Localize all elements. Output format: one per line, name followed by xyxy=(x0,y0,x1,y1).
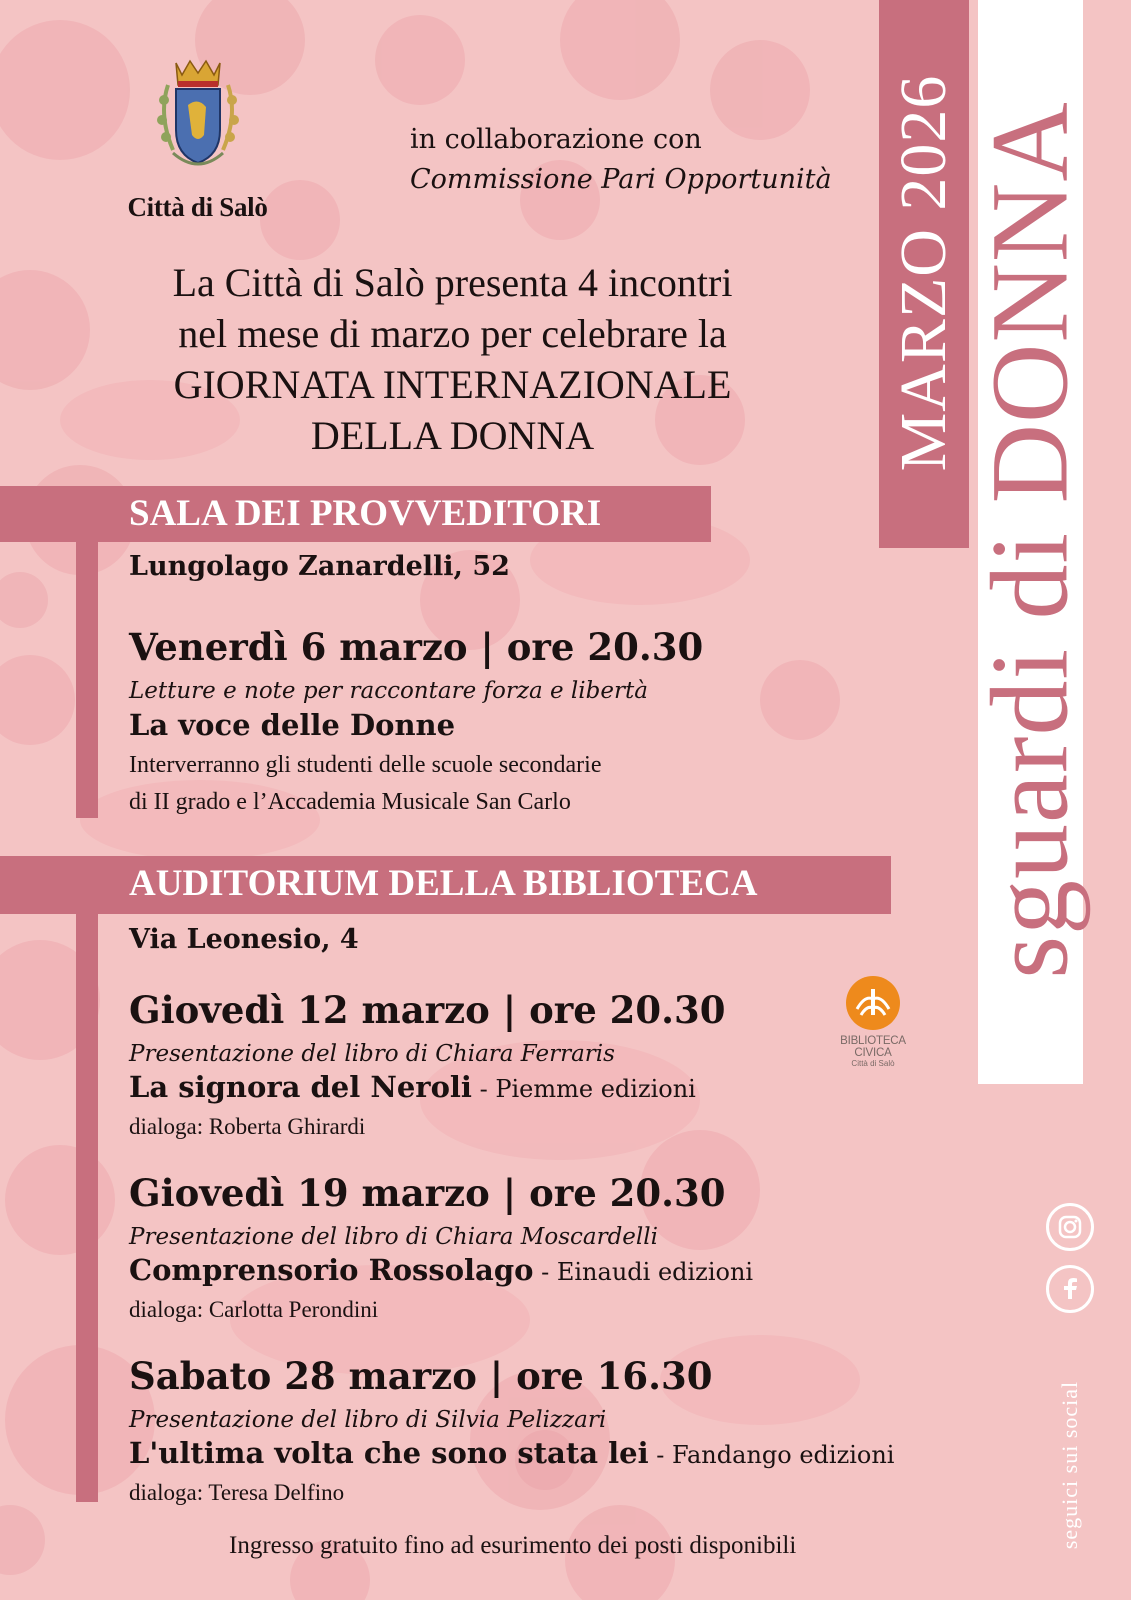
book-title: La signora del Neroli xyxy=(129,1070,472,1104)
event-date: Giovedì 19 marzo | ore 20.30 xyxy=(129,1171,726,1215)
event-date: Giovedì 12 marzo | ore 20.30 xyxy=(129,988,726,1032)
library-logo xyxy=(823,975,923,1068)
month-banner xyxy=(879,0,969,548)
intro-line-4: DELLA DONNA xyxy=(310,413,595,458)
venue-title-1: SALA DEI PROVVEDITORI xyxy=(129,493,602,534)
intro-line-3: GIORNATA INTERNAZIONALE xyxy=(173,362,732,407)
event-subtitle: Presentazione del libro di Chiara Moscardelli xyxy=(129,1224,658,1250)
venue-bar-1 xyxy=(0,486,711,542)
book-title: Comprensorio Rossolago xyxy=(129,1253,534,1287)
city-name: Città di Salò xyxy=(127,192,268,222)
month-label: MARZO 2026 xyxy=(887,74,960,472)
intro-line-2: nel mese di marzo per celebrare la xyxy=(178,311,727,356)
title-banner xyxy=(968,0,1091,1084)
collab-line-1: in collaborazione con xyxy=(410,124,702,155)
collab-line-2: Commissione Pari Opportunità xyxy=(410,164,832,195)
event-description-line-2: di II grado e l’Accademia Musicale San Carlo xyxy=(129,789,571,815)
book-publisher: - Fandango edizioni xyxy=(648,1441,895,1469)
library-subtitle: Città di Salò xyxy=(851,1059,895,1068)
event-book xyxy=(129,1436,894,1470)
venue-line-1 xyxy=(76,540,98,818)
venue-title-2: AUDITORIUM DELLA BIBLIOTECA xyxy=(129,863,758,904)
event-subtitle: Presentazione del libro di Silvia Pelizzari xyxy=(129,1407,607,1433)
venue-address-2: Via Leonesio, 4 xyxy=(129,924,359,955)
event-description xyxy=(129,747,602,821)
instagram-icon[interactable] xyxy=(1046,1203,1094,1251)
city-crest-icon xyxy=(138,55,258,190)
event-book xyxy=(129,1070,696,1104)
intro-line-1: La Città di Salò presenta 4 incontri xyxy=(172,260,733,305)
event-description-line-1: Interverranno gli studenti delle scuole secondarie xyxy=(129,752,602,778)
library-book-icon xyxy=(843,975,903,1031)
library-name: BIBLIOTECA CIVICA xyxy=(840,1035,906,1059)
venue-line-2 xyxy=(76,912,98,1502)
event-title-text: La voce delle Donne xyxy=(129,708,456,742)
footer-note: Ingresso gratuito fino ad esurimento dei posti disponibili xyxy=(229,1532,797,1559)
event-subtitle: Presentazione del libro di Chiara Ferraris xyxy=(129,1041,615,1067)
city-logo xyxy=(110,55,285,223)
book-title: L'ultima volta che sono stata lei xyxy=(129,1436,649,1470)
event-title xyxy=(129,708,455,742)
social-links xyxy=(1040,1200,1100,1560)
event-host: dialoga: Carlotta Perondini xyxy=(129,1297,379,1322)
social-label: seguici sui social xyxy=(1057,1380,1082,1550)
venue-address-1: Lungolago Zanardelli, 52 xyxy=(129,551,510,582)
event-date: Sabato 28 marzo | ore 16.30 xyxy=(129,1354,713,1398)
event-series-title: sguardi di DONNA xyxy=(968,101,1091,979)
event-subtitle: Letture e note per raccontare forza e libertà xyxy=(129,678,648,704)
intro-text xyxy=(95,257,810,461)
event-date: Venerdì 6 marzo | ore 20.30 xyxy=(129,625,704,669)
collaboration-note xyxy=(410,120,832,200)
book-publisher: - Piemme edizioni xyxy=(471,1075,696,1103)
event-book xyxy=(129,1253,753,1287)
event-host: dialoga: Teresa Delfino xyxy=(129,1480,345,1505)
venue-bar-2 xyxy=(0,856,891,914)
event-host: dialoga: Roberta Ghirardi xyxy=(129,1114,366,1139)
book-publisher: - Einaudi edizioni xyxy=(533,1258,754,1286)
facebook-icon[interactable] xyxy=(1046,1265,1094,1313)
